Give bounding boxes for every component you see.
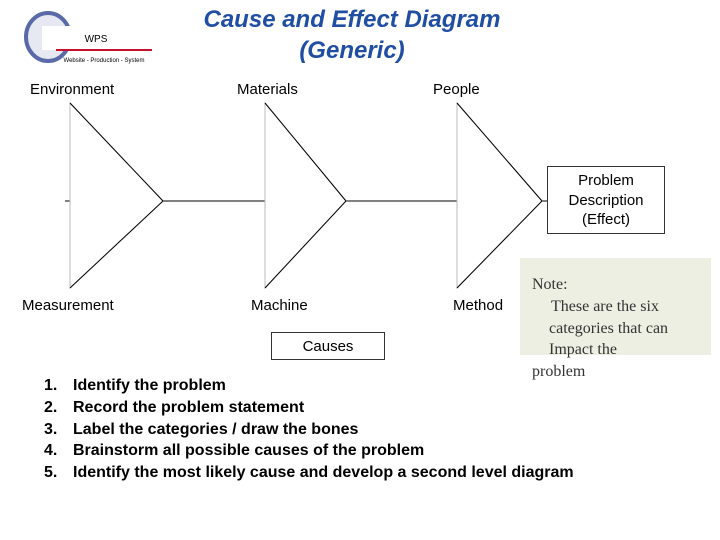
step-number: 1. [44,377,58,394]
category-materials: Materials [237,81,298,98]
note-line-1: Note: [532,276,568,293]
step-text: Label the categories / draw the bones [73,420,359,438]
note-line-5: problem [532,363,586,380]
step-text: Identify the problem [73,377,226,394]
logo-brand: WPS [84,34,108,45]
list-item [44,375,574,397]
category-method: Method [453,297,504,314]
step-text: Record the problem statement [73,398,305,416]
category-people: People [433,81,480,98]
step-number: 3. [44,420,58,438]
list-item [44,397,574,419]
effect-line-1: Problem [578,172,634,189]
bone-middle-shadow [265,103,346,288]
category-machine: Machine [251,297,308,314]
step-number: 5. [44,464,58,482]
list-item [44,419,574,441]
logo-tagline: Website - Production - System [63,58,145,64]
steps-list [44,375,574,484]
category-environment: Environment [30,81,115,98]
effect-line-2: Description [568,191,644,209]
step-number: 2. [44,398,58,416]
title-line-2: (Generic) [299,37,405,64]
list-item [44,440,574,462]
step-text: Identify the most likely cause and develop a second level diagram [73,464,574,482]
bone-left-shadow [70,103,163,288]
effect-line-3: (Effect) [581,211,631,228]
list-item [44,462,574,484]
step-number: 4. [44,442,58,460]
category-measurement: Measurement [22,297,114,314]
causes-box: Causes [271,332,385,360]
note-line-3: categories that can [549,320,669,337]
note-line-4: Impact the [549,341,617,358]
effect-box [547,166,665,234]
step-text: Brainstorm all possible causes of the problem [73,442,425,460]
title-line-1: Cause and Effect Diagram [203,6,501,33]
note-line-2: These are the six [551,298,659,315]
